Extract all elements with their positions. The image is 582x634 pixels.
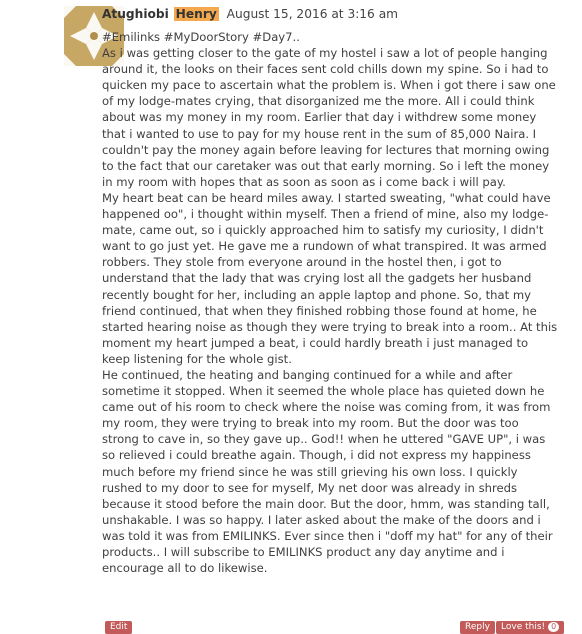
author-last-name-highlighted: Henry: [175, 7, 217, 21]
love-this-button[interactable]: [496, 621, 564, 634]
edit-button[interactable]: Edit: [105, 621, 132, 634]
comment-body: [102, 29, 558, 576]
author-first-name: Atughiobi: [102, 7, 169, 21]
reply-button[interactable]: Reply: [460, 621, 495, 634]
love-this-label: Love this!: [501, 622, 546, 632]
comment-hashtags: #Emilinks #MyDoorStory #Day7..: [102, 30, 300, 44]
comment-paragraph: He continued, the heating and banging continued for a while and after sometime it stopped. When it seemed the whole place has quieted down he came out of his room to check where the noise was coming from, it was from my room, they were trying to break into my room. But the door was too strong to cave in, so they gave up.. God!! when he uttered "GAVE UP", i was so relieved i could breathe again. Though, i did not express my happiness much before my friend since he was still grieving his own loss. I quickly rushed to my door to see for myself, My net door was already in shreds because it stood before the main door. But the door, hmm, was standing tall, unshakable. I was so happy. I later asked about the make of the doors and i was told it was from EMILINKS. Ever since then i "doff my hat" for any of their products.. I will subscribe to EMILINKS product any day anytime and i encourage all to do likewise.: [102, 367, 553, 576]
comment-paragraph: As i was getting closer to the gate of my hostel i saw a lot of people hanging around it, the looks on their faces sent cold chills down my spine. So i had to quicken my pace to ascertain what the problem is. When i got there i saw one of my lodge-mates crying, that disorganized me the more. All i could think about was my money in my room. Earlier that day i withdrew some money that i wanted to use to pay for my house rent in the sum of 85,000 Naira. I couldn't pay the money again before leaving for lectures that morning owing to the fact that our caretaker was out that early morning. So i left the money in my room with hopes that as soon as soon as i come back i will pay.: [102, 46, 556, 189]
love-count-badge: 0: [548, 622, 559, 632]
comment-header: [102, 6, 398, 22]
comment-date-link[interactable]: August 15, 2016 at 3:16 am: [226, 7, 399, 21]
comment-paragraph: My heart beat can be heard miles away. I started sweating, "what could have happened oo", i thought within myself. Then a friend of mine, also my lodge-mate, came out, so i quickly approached him to satisfy my curiosity, I didn't want to go just yet. He gave me a rundown of what transpired. It was armed robbers. They stole from everyone around in the hostel then, i got to understand that the lady that was crying lost all the gadgets her husband recently bought for her, including an apple laptop and phone. So, that my friend continued, that when they finished robbing those found at home, he started hearing noise as though they were trying to break into a room.. At this moment my heart jumped a beat, i could hardly breath i just managed to keep listening for the whole gist.: [102, 190, 558, 366]
